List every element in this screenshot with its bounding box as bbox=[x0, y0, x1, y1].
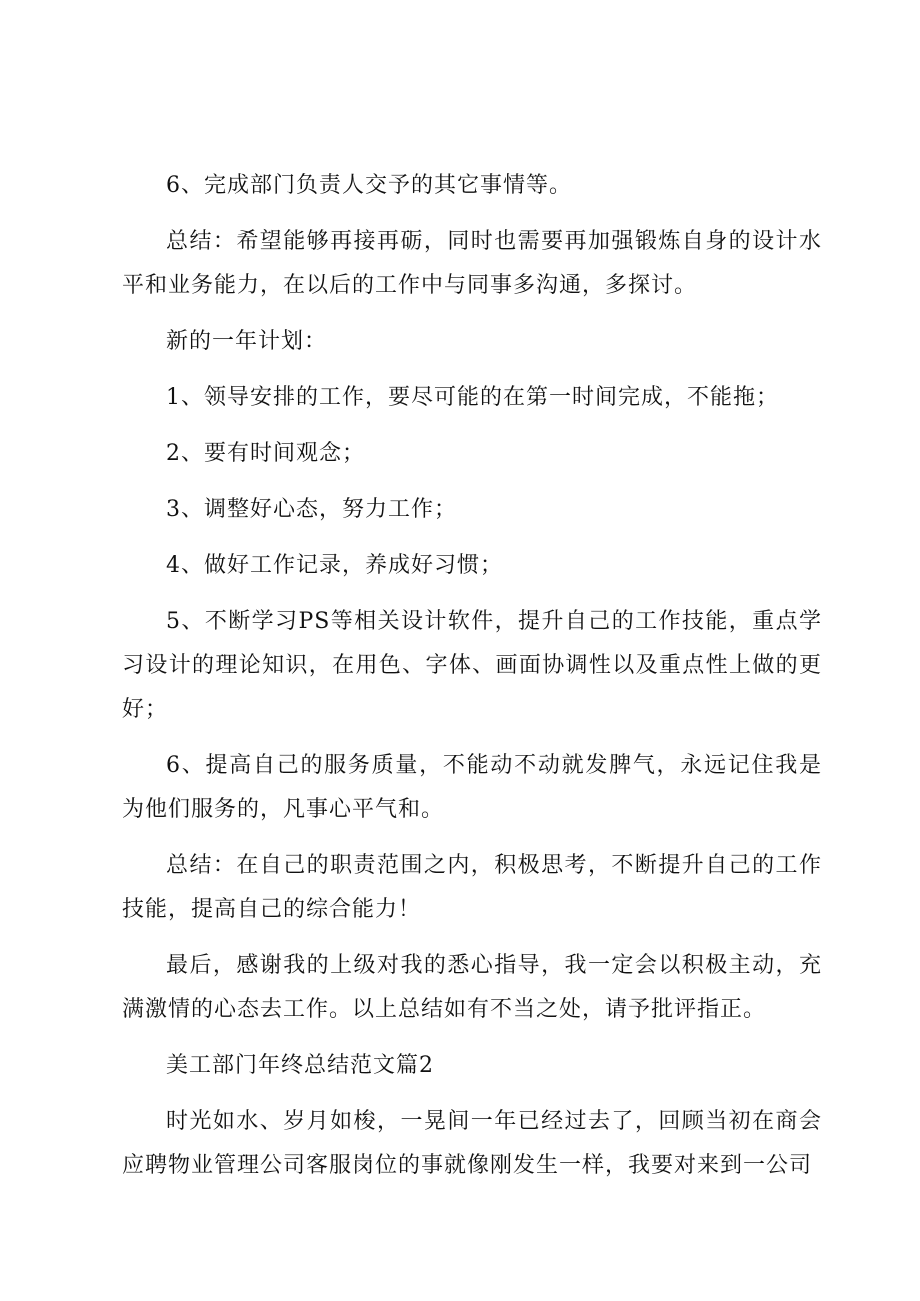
closing-paragraph: 最后，感谢我的上级对我的悉心指导，我一定会以积极主动，充满激情的心态去工作。以上总结如有不当之处，请予批评指正。 bbox=[122, 953, 822, 1022]
plan-item-4: 4、做好工作记录，养成好习惯； bbox=[166, 553, 503, 578]
plan-item-3: 3、调整好心态，努力工作； bbox=[166, 497, 457, 522]
plan-item-2: 2、要有时间观念； bbox=[166, 441, 365, 466]
summary-paragraph-2: 总结：在自己的职责范围之内，积极思考，不断提升自己的工作技能，提高自己的综合能力！ bbox=[122, 853, 822, 922]
summary-paragraph-1: 总结：希望能够再接再砺，同时也需要再加强锻炼自身的设计水平和业务能力，在以后的工作中与同事多沟通，多探讨。 bbox=[122, 229, 822, 298]
list-item-6-complete-tasks: 6、完成部门负责人交予的其它事情等。 bbox=[166, 173, 572, 198]
section-title-2: 美工部门年终总结范文篇2 bbox=[166, 1053, 434, 1078]
document-body bbox=[122, 164, 822, 1200]
plan-item-6: 6、提高自己的服务质量，不能动不动就发脾气，永远记住我是为他们服务的，凡事心平气和。 bbox=[122, 753, 822, 822]
plan-item-1: 1、领导安排的工作，要尽可能的在第一时间完成，不能拖； bbox=[166, 385, 779, 410]
new-year-plan-heading: 新的一年计划： bbox=[166, 329, 328, 354]
plan-item-5: 5、不断学习PS等相关设计软件，提升自己的工作技能，重点学习设计的理论知识，在用色、字体、画面协调性以及重点性上做的更好； bbox=[122, 609, 822, 722]
section-2-intro-paragraph: 时光如水、岁月如梭，一晃间一年已经过去了，回顾当初在商会应聘物业管理公司客服岗位的事就像刚发生一样，我要对来到一公司 bbox=[122, 1109, 822, 1178]
